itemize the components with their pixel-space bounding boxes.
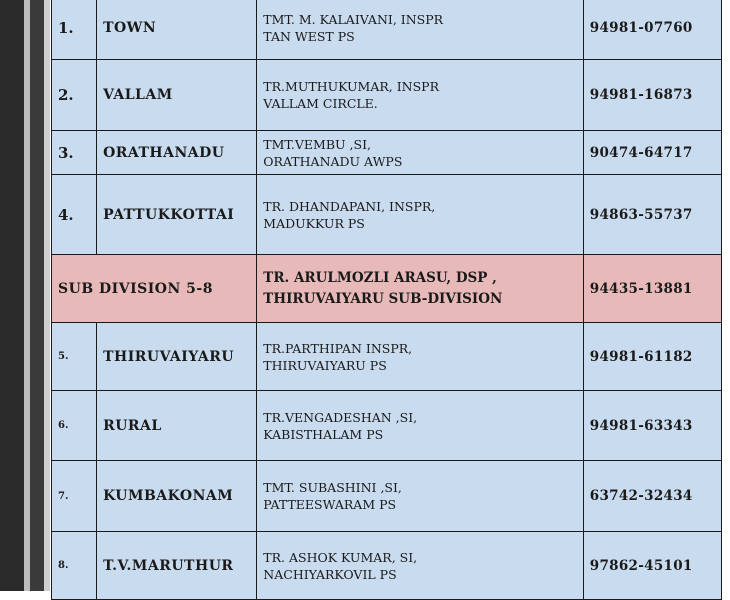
phone-number: 94863-55737 xyxy=(583,175,721,255)
officer-name: TMT. SUBASHINI ,SI, xyxy=(263,480,402,495)
station-name: TOWN xyxy=(97,0,257,60)
station-name: THIRUVAIYARU xyxy=(97,323,257,391)
police-station: MADUKKUR PS xyxy=(263,215,365,231)
phone-number: 94981-16873 xyxy=(583,60,721,131)
station-name: VALLAM xyxy=(97,60,257,131)
officer-cell xyxy=(257,175,583,255)
police-station: VALLAM CIRCLE. xyxy=(263,96,378,111)
table-row xyxy=(52,461,722,532)
officer-name: TR. DHANDAPANI, INSPR, xyxy=(263,198,436,214)
left-edge-border xyxy=(0,0,24,591)
row-number: 8. xyxy=(52,532,97,600)
row-number: 1. xyxy=(52,0,97,60)
officer-cell xyxy=(257,60,583,131)
row-number: 4. xyxy=(52,175,97,255)
officer-contact-table xyxy=(51,0,722,600)
subdivision-label: SUB DIVISION 5-8 xyxy=(52,255,257,323)
police-station: THIRUVAIYARU SUB-DIVISION xyxy=(263,290,503,307)
phone-number: 97862-45101 xyxy=(583,532,721,600)
table-row xyxy=(52,175,722,255)
station-name: PATTUKKOTTAI xyxy=(97,175,257,255)
row-number: 2. xyxy=(52,60,97,131)
officer-cell xyxy=(257,532,583,600)
officer-cell xyxy=(257,461,583,532)
police-station: PATTEESWARAM PS xyxy=(263,497,397,512)
table-row xyxy=(52,532,722,600)
officer-name: TR.PARTHIPAN INSPR, xyxy=(263,340,413,356)
phone-number: 90474-64717 xyxy=(583,131,721,175)
row-number: 7. xyxy=(52,461,97,532)
officer-name: TMT. M. KALAIVANI, INSPR xyxy=(263,12,444,27)
row-number: 5. xyxy=(52,323,97,391)
phone-number: 94981-61182 xyxy=(583,323,721,391)
station-name: T.V.MARUTHUR xyxy=(97,532,257,600)
subdivision-row xyxy=(52,255,722,323)
table-row xyxy=(52,60,722,131)
phone-number: 94981-07760 xyxy=(583,0,721,60)
table-row xyxy=(52,131,722,175)
row-number: 3. xyxy=(52,131,97,175)
officer-name: TR.MUTHUKUMAR, INSPR xyxy=(263,79,439,94)
officer-cell xyxy=(257,323,583,391)
table-row xyxy=(52,323,722,391)
police-station: NACHIYARKOVIL PS xyxy=(263,566,397,582)
phone-number: 63742-32434 xyxy=(583,461,721,532)
officer-cell xyxy=(257,391,583,461)
phone-number: 94981-63343 xyxy=(583,391,721,461)
left-edge-border xyxy=(30,0,44,591)
police-station: KABISTHALAM PS xyxy=(263,426,384,442)
left-edge-border xyxy=(44,0,50,591)
officer-name: TR. ARULMOZLI ARASU, DSP , xyxy=(263,269,497,286)
officer-name: TR.VENGADESHAN ,SI, xyxy=(263,409,418,425)
table-row xyxy=(52,0,722,60)
police-station: TAN WEST PS xyxy=(263,29,355,44)
phone-number: 94435-13881 xyxy=(583,255,721,323)
table-row xyxy=(52,391,722,461)
officer-name: TR. ASHOK KUMAR, SI, xyxy=(263,549,418,565)
station-name: RURAL xyxy=(97,391,257,461)
station-name: KUMBAKONAM xyxy=(97,461,257,532)
officer-name: TMT.VEMBU ,SI, xyxy=(263,136,371,152)
police-station: THIRUVAIYARU PS xyxy=(263,357,387,373)
station-name: ORATHANADU xyxy=(97,131,257,175)
officer-cell xyxy=(257,255,583,323)
officer-cell xyxy=(257,0,583,60)
officer-cell xyxy=(257,131,583,175)
row-number: 6. xyxy=(52,391,97,461)
police-station: ORATHANADU AWPS xyxy=(263,153,403,169)
